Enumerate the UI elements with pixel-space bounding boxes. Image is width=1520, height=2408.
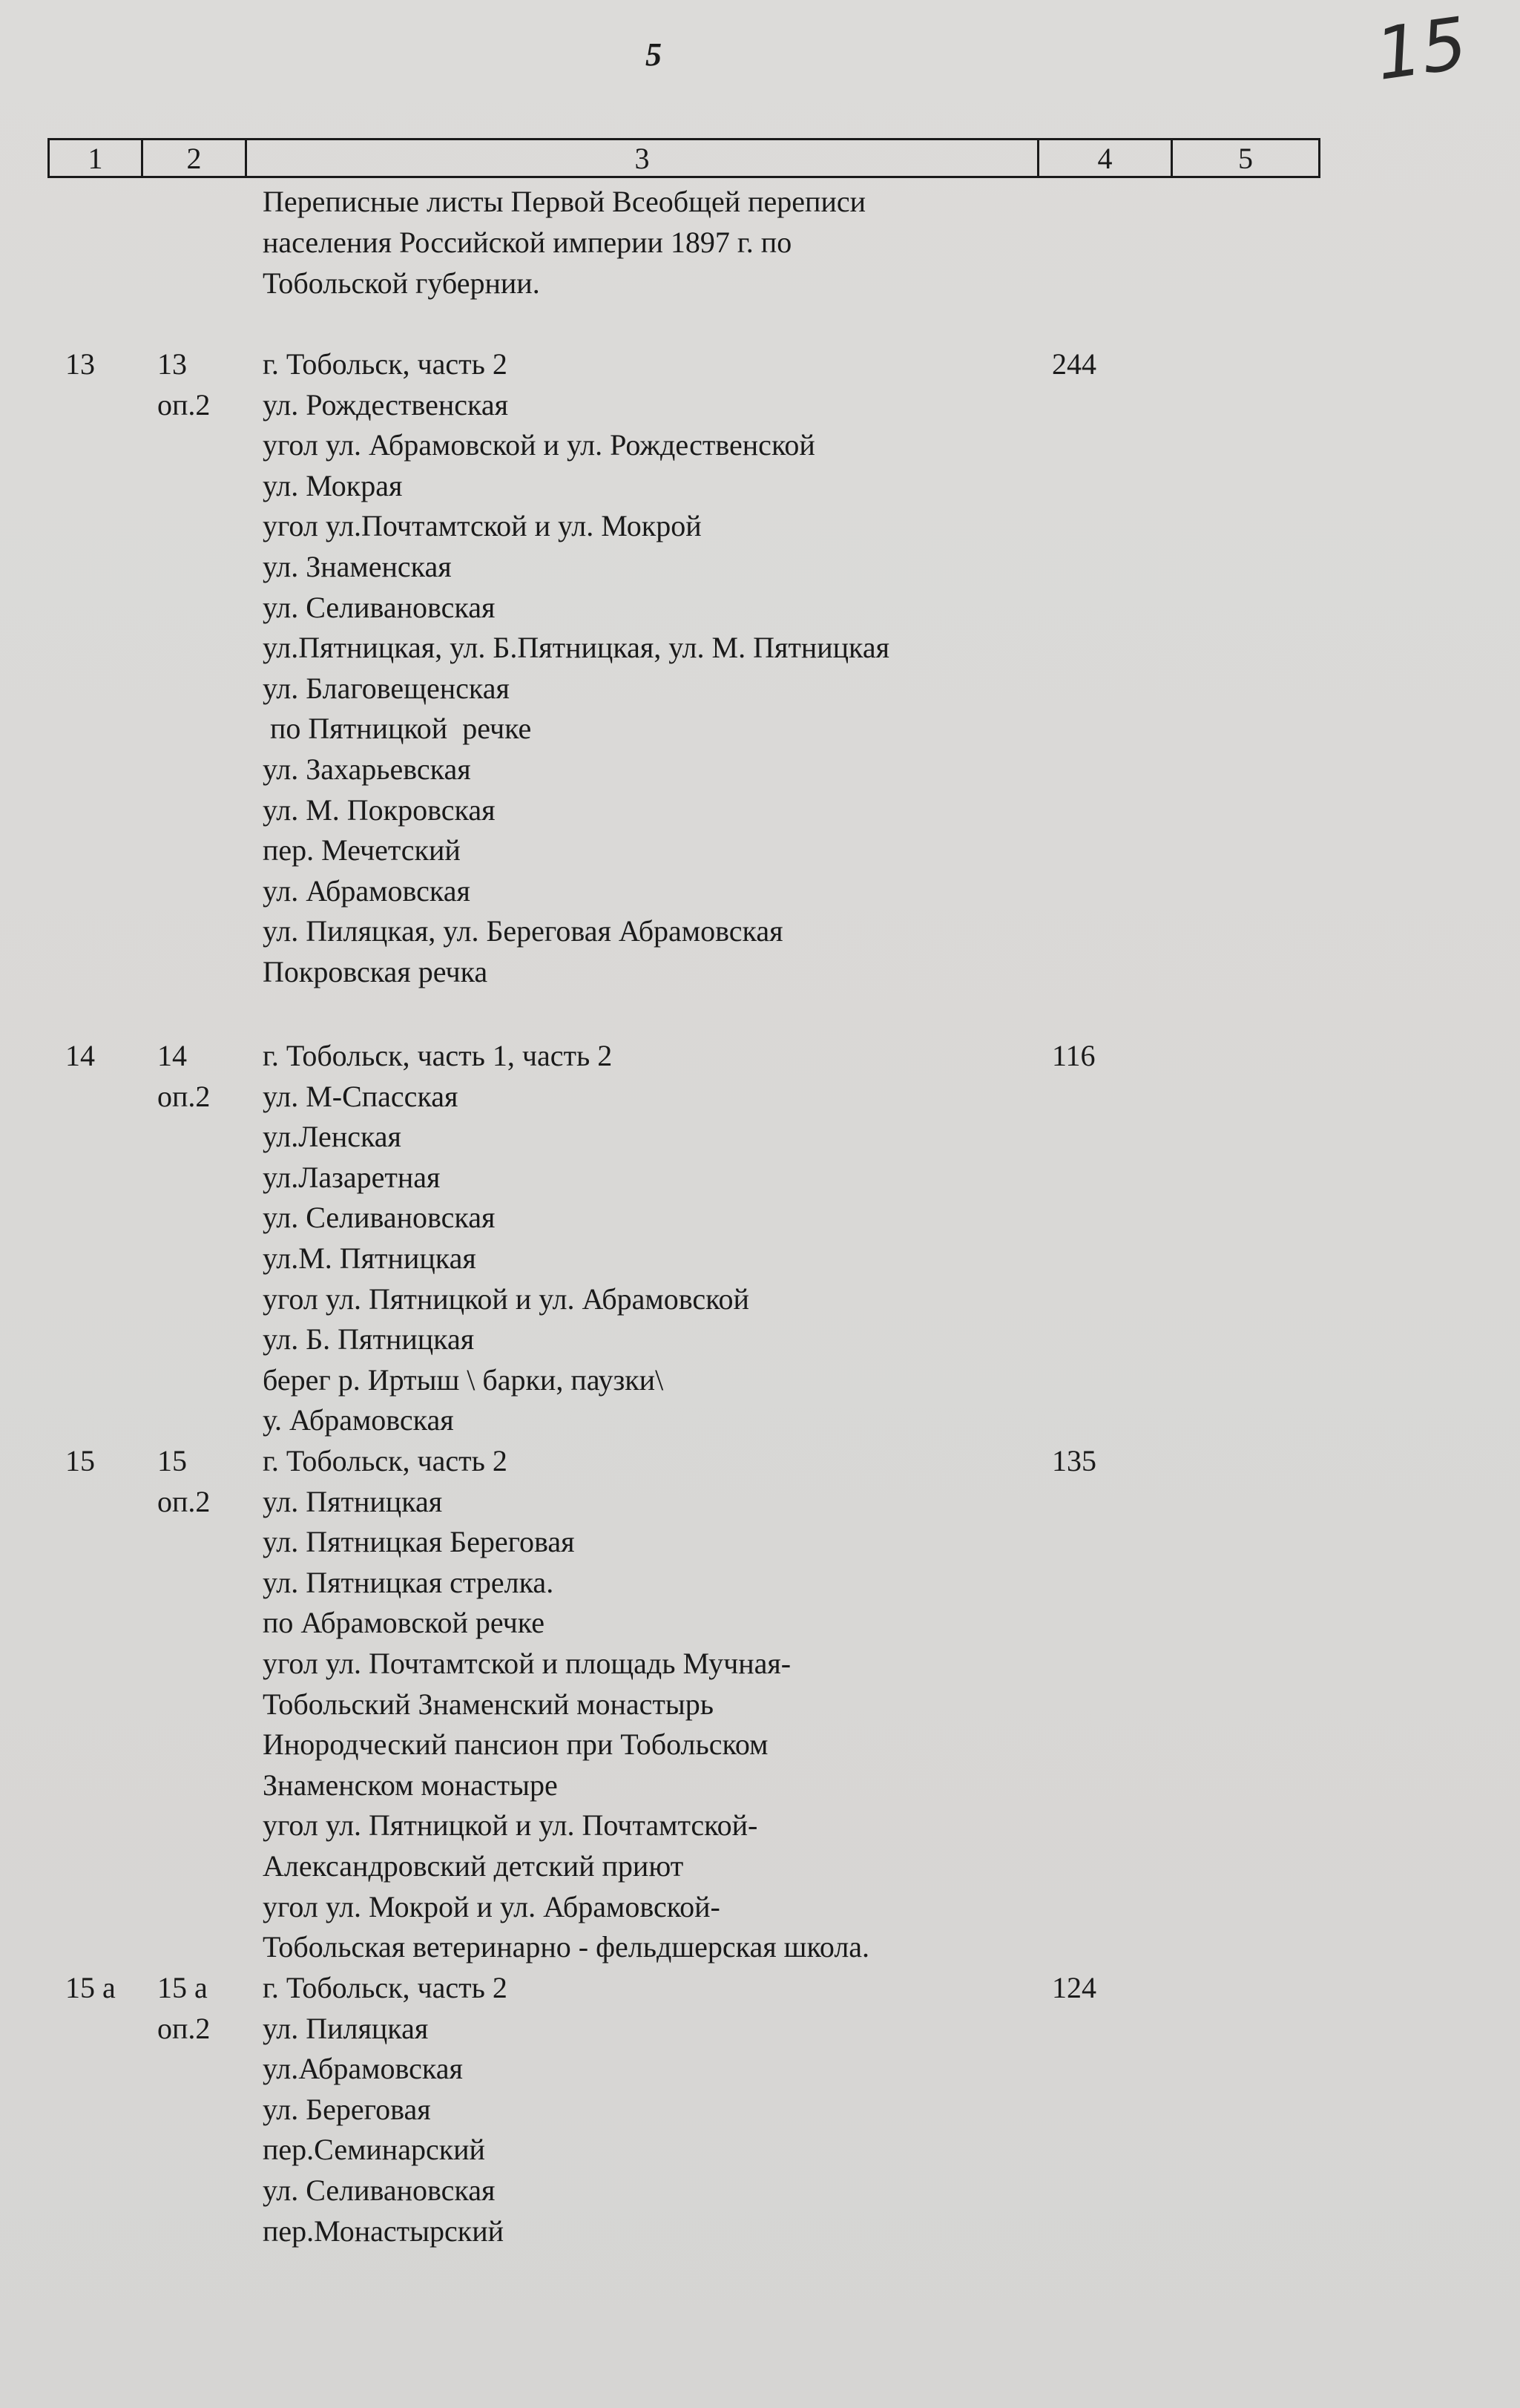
description-line: ул.Абрамовская: [263, 2052, 463, 2086]
description-line: Тобольский Знаменский монастырь: [263, 1687, 714, 1721]
description-line: ул.Ленская: [263, 1120, 401, 1154]
description-line: Александровский детский приют: [263, 1848, 684, 1883]
description-line: ул.Пятницкая, ул. Б.Пятницкая, ул. М. Пятницкая: [263, 631, 890, 665]
description-line: ул. Знаменская: [263, 549, 452, 583]
inventory-number: оп.2: [157, 1079, 211, 1113]
description-line: ул.М. Пятницкая: [263, 1241, 476, 1275]
fund-reference: [157, 1036, 210, 1117]
description-line: г. Тобольск, часть 2: [263, 347, 507, 381]
description-line: пер. Мечетский: [263, 833, 461, 867]
description-line: угол ул. Пятницкой и ул. Почтамтской-: [263, 1808, 758, 1843]
sheet-count: 124: [1052, 1971, 1096, 2004]
fund-reference: [157, 1968, 210, 2049]
entry-description: [263, 1441, 1034, 1968]
description-line: ул. Абрамовская: [263, 873, 470, 908]
description-line: угол ул.Почтамтской и ул. Мокрой: [263, 509, 702, 543]
description-line: ул. Пятницкая: [263, 1484, 443, 1518]
row-number: 15: [65, 1444, 95, 1477]
description-line: ул. Мокрая: [263, 468, 403, 502]
description-line: г. Тобольск, часть 2: [263, 1444, 507, 1477]
description-line: угол ул. Мокрой и ул. Абрамовской-: [263, 1889, 720, 1923]
column-header-row: [47, 138, 1320, 178]
description-line: ул. М-Спасская: [263, 1079, 458, 1113]
description-line: угол ул. Абрамовской и ул. Рождественской: [263, 428, 815, 462]
description-line: по Абрамовской речке: [263, 1606, 544, 1640]
sheet-count: 244: [1052, 347, 1096, 381]
fund-reference: [157, 344, 210, 425]
description-line: по Пятницкой речке: [263, 712, 532, 746]
page-number: 5: [645, 36, 662, 73]
description-line: ул. Рождественская: [263, 387, 508, 421]
description-line: ул. Селивановская: [263, 590, 496, 624]
row-number: 15 а: [65, 1971, 116, 2004]
description-line: пер.Монастырский: [263, 2214, 504, 2248]
fund-number: 14: [157, 1039, 187, 1072]
description-line: ул. Пятницкая стрелка.: [263, 1565, 554, 1599]
description-line: Знаменском монастыре: [263, 1768, 558, 1802]
description-line: ул. М. Покровская: [263, 793, 496, 827]
row-number: 14: [65, 1039, 95, 1072]
fund-number: 13: [157, 347, 187, 381]
entry-description: [263, 1968, 1034, 2251]
description-line: ул. Береговая: [263, 2092, 431, 2126]
description-line: берег р. Иртыш \ барки, паузки\: [263, 1362, 664, 1397]
description-line: г. Тобольск, часть 1, часть 2: [263, 1039, 613, 1072]
fund-number: 15 а: [157, 1971, 208, 2004]
column-header-2: 2: [143, 140, 247, 176]
column-header-1: 1: [50, 140, 143, 176]
description-line: угол ул. Почтамтской и площадь Мучная-: [263, 1646, 792, 1680]
section-intro: [263, 181, 1079, 304]
description-line: ул. Селивановская: [263, 2173, 496, 2207]
sheet-count: 116: [1052, 1039, 1096, 1072]
entry-description: [263, 1036, 1034, 1441]
handwritten-sheet-number: 15: [1370, 1, 1473, 96]
description-line: ул. Пиляцкая: [263, 2011, 429, 2045]
inventory-number: оп.2: [157, 1484, 211, 1518]
description-line: г. Тобольск, часть 2: [263, 1971, 507, 2004]
description-line: пер.Семинарский: [263, 2133, 485, 2167]
inventory-number: оп.2: [157, 2011, 211, 2045]
column-header-3: 3: [247, 140, 1039, 176]
intro-line: населения Российской империи 1897 г. по: [263, 226, 792, 259]
description-line: у. Абрамовская: [263, 1403, 454, 1437]
description-line: Покровская речка: [263, 954, 488, 988]
intro-line: Переписные листы Первой Всеобщей переписи: [263, 185, 866, 218]
description-line: угол ул. Пятницкой и ул. Абрамовской: [263, 1282, 749, 1316]
row-number: 13: [65, 347, 95, 381]
description-line: ул. Захарьевская: [263, 752, 471, 786]
description-line: ул. Пятницкая Береговая: [263, 1525, 575, 1559]
column-header-4: 4: [1039, 140, 1173, 176]
fund-number: 15: [157, 1444, 187, 1477]
description-line: ул. Селивановская: [263, 1201, 496, 1235]
description-line: ул. Благовещенская: [263, 671, 510, 705]
entry-description: [263, 344, 1034, 993]
description-line: Тобольская ветеринарно - фельдшерская школа.: [263, 1930, 870, 1964]
sheet-count: 135: [1052, 1444, 1096, 1477]
column-header-5: 5: [1238, 141, 1253, 175]
fund-reference: [157, 1441, 210, 1522]
description-line: ул. Б. Пятницкая: [263, 1322, 475, 1356]
intro-line: Тобольской губернии.: [263, 266, 540, 300]
inventory-number: оп.2: [157, 387, 211, 421]
description-line: Инородческий пансион при Тобольском: [263, 1728, 769, 1762]
description-line: ул. Пиляцкая, ул. Береговая Абрамовская: [263, 914, 783, 948]
description-line: ул.Лазаретная: [263, 1160, 441, 1194]
